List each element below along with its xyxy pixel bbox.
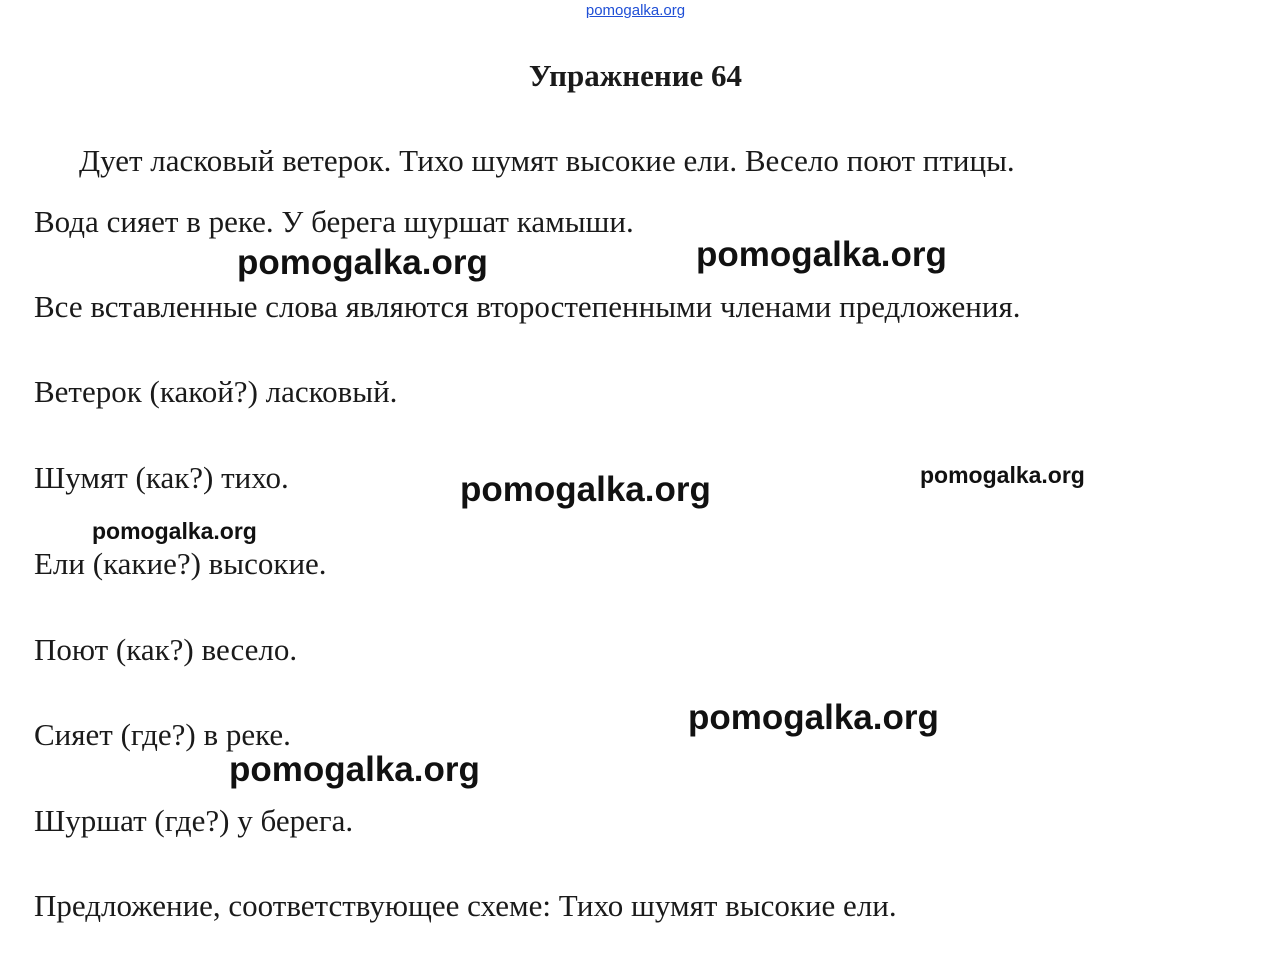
- site-link[interactable]: pomogalka.org: [585, 2, 686, 19]
- answer-line-6: Шуршат (где?) у берега.: [34, 803, 354, 838]
- page-title: Упражнение 64: [528, 58, 743, 93]
- watermark: pomogalka.org: [229, 750, 480, 789]
- watermark: pomogalka.org: [696, 235, 947, 274]
- statement-line: Все вставленные слова являются второстепенными членами предложения.: [34, 289, 1021, 324]
- answer-line-3: Ели (какие?) высокие.: [34, 546, 327, 581]
- watermark: pomogalka.org: [460, 470, 711, 509]
- paragraph-line-1: Дует ласковый ветерок. Тихо шумят высокие ели. Весело поют птицы.: [79, 143, 1015, 178]
- conclusion-line: Предложение, соответствующее схеме: Тихо шумят высокие ели.: [34, 888, 897, 923]
- paragraph-line-2: Вода сияет в реке. У берега шуршат камыши.: [34, 204, 634, 239]
- watermark: pomogalka.org: [688, 698, 939, 737]
- answer-line-2: Шумят (как?) тихо.: [34, 460, 289, 495]
- answer-line-5: Сияет (где?) в реке.: [34, 717, 291, 752]
- watermark: pomogalka.org: [920, 462, 1085, 488]
- watermark: pomogalka.org: [237, 243, 488, 282]
- answer-line-4: Поют (как?) весело.: [34, 632, 298, 667]
- answer-line-1: Ветерок (какой?) ласковый.: [34, 374, 398, 409]
- watermark: pomogalka.org: [92, 518, 257, 544]
